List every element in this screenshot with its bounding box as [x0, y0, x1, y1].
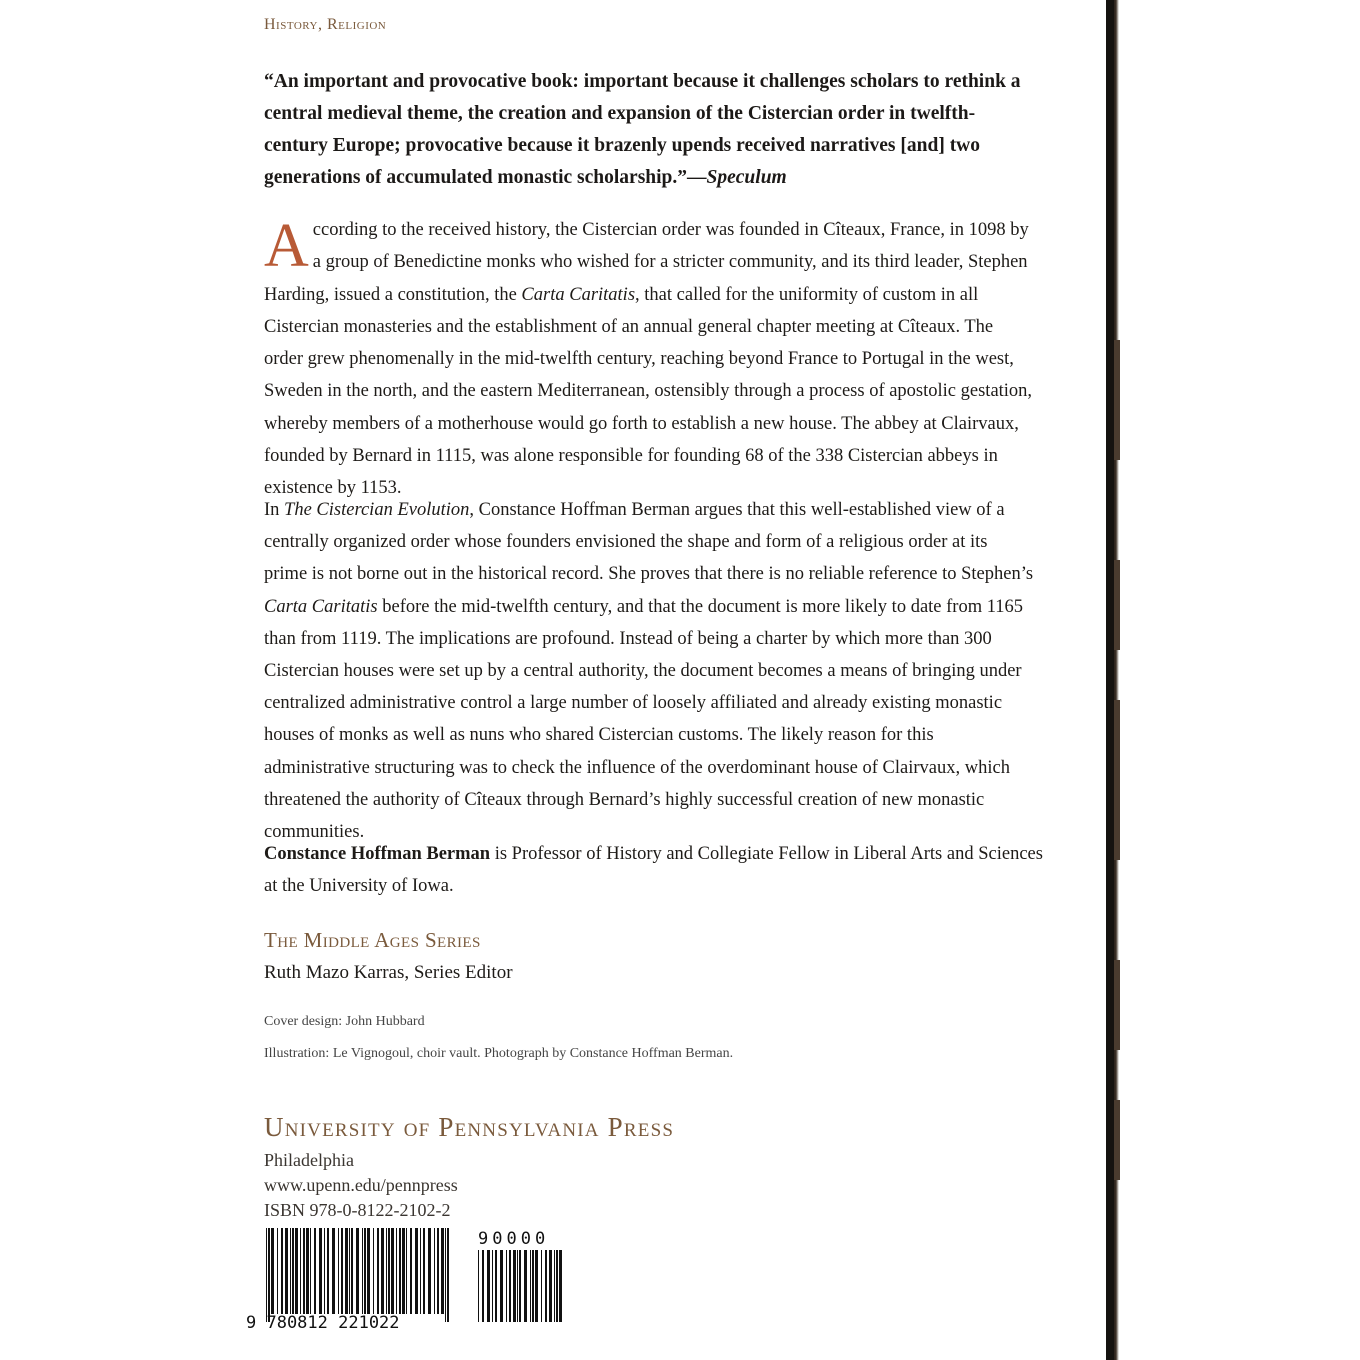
- barcode-bar: [559, 1250, 562, 1322]
- barcode-bar: [513, 1250, 516, 1322]
- para2-italic-title: The Cistercian Evolution: [284, 500, 470, 520]
- barcode-bar: [530, 1250, 531, 1322]
- barcode-bar: [356, 1228, 359, 1314]
- barcode-bar: [300, 1228, 301, 1314]
- series-editor: Ruth Mazo Karras, Series Editor: [264, 962, 513, 983]
- barcode-bar: [386, 1228, 387, 1314]
- barcode-bar: [362, 1228, 363, 1314]
- barcode-bar: [495, 1250, 497, 1322]
- quote-source: Speculum: [706, 167, 787, 188]
- para1-text-a: ccording to the received history, the Cistercian order was founded in Cîteaux, France, in 1098 by a group of Benedictine monks who wished for a stricter community, and its third leader, Stephen Harding, issued a constitution, the: [264, 220, 1029, 305]
- barcode-bar: [310, 1228, 311, 1314]
- para2-text-c: before the mid-twelfth century, and that the document is more likely to date from 1165 than from 1119. The implications are profound. Instead of being a charter by which more than 300 Cistercian houses were set up by a central authority, the document becomes a means of bringing under centralized administrative control a large number of loosely affiliated and already existing monastic houses of monks as well as nuns who shared Cistercian customs. The likely reason for this administrative structuring was to check the influence of the overdominant house of Clairvaux, which threatened the authority of Cîteaux through Bernard’s highly successful creation of new monastic communities.: [264, 596, 1024, 843]
- barcode-bar: [349, 1228, 350, 1314]
- barcode-bar: [295, 1228, 298, 1314]
- para2-italic-carta: Carta Caritatis: [264, 596, 378, 617]
- spine-edge: [1106, 0, 1114, 1360]
- barcode-bar: [445, 1228, 446, 1322]
- review-quote: [264, 66, 1024, 194]
- barcode-bar: [500, 1250, 503, 1322]
- barcode-bar: [292, 1228, 294, 1314]
- barcode-bar: [441, 1228, 444, 1314]
- barcode-bar: [367, 1228, 370, 1314]
- barcode-bar: [266, 1228, 267, 1322]
- barcode-bar: [290, 1228, 291, 1314]
- barcode-bar: [509, 1250, 511, 1322]
- barcode-bar: [319, 1228, 322, 1314]
- barcode-bar: [410, 1228, 412, 1314]
- barcode-bar: [535, 1250, 538, 1322]
- barcode-bar: [545, 1250, 547, 1322]
- barcode-bar: [415, 1228, 418, 1314]
- category-label: History, Religion: [264, 16, 387, 33]
- barcode-bar: [324, 1228, 325, 1314]
- barcode-bar: [556, 1250, 558, 1322]
- barcode-bar: [268, 1228, 270, 1322]
- barcode-bar: [402, 1228, 405, 1314]
- barcode-bar: [478, 1250, 479, 1322]
- para2-text-b: , Constance Hoffman Berman argues that this well-established view of a centrally organized order whose founders envisioned the shape and form of a religious order at its prime is not borne out in the historical record. She proves that there is no reliable reference to Stephen’s: [264, 500, 1034, 585]
- barcode-bar: [306, 1228, 309, 1314]
- barcode-bar: [517, 1250, 518, 1322]
- barcode-bar: [281, 1228, 283, 1314]
- barcode-bar: [381, 1228, 384, 1314]
- barcode-bar: [541, 1250, 542, 1322]
- barcode-bar: [338, 1228, 339, 1314]
- cover-photo-edge: [1114, 0, 1360, 1360]
- barcode-bar: [388, 1228, 390, 1314]
- illustration-credit: Illustration: Le Vignogoul, choir vault. Photograph by Constance Hoffman Berman.: [264, 1046, 734, 1061]
- barcode-bar: [437, 1228, 439, 1314]
- para1-italic: Carta Caritatis: [521, 284, 636, 305]
- barcode-bar: [399, 1228, 401, 1314]
- para2-text-a: In: [264, 500, 285, 520]
- barcode-bar: [373, 1228, 374, 1314]
- barcode-bar: [506, 1250, 507, 1322]
- barcode-bar: [549, 1250, 552, 1322]
- barcode-bar: [332, 1228, 335, 1314]
- barcode-main-bars: [266, 1228, 449, 1322]
- isbn-barcode: [246, 1228, 568, 1333]
- author-name: Constance Hoffman Berman: [264, 844, 491, 864]
- barcode-bar: [351, 1228, 353, 1314]
- barcode-bar: [420, 1228, 421, 1314]
- author-bio: [264, 838, 1044, 902]
- barcode-bar: [303, 1228, 305, 1314]
- barcode-bar: [554, 1250, 555, 1322]
- publisher-name: University of Pennsylvania Press: [264, 1112, 675, 1142]
- publisher-url: www.upenn.edu/pennpress: [264, 1175, 458, 1195]
- publisher-city: Philadelphia: [264, 1150, 354, 1170]
- barcode-bar: [377, 1228, 379, 1314]
- cover-credit: Cover design: John Hubbard: [264, 1014, 425, 1029]
- barcode-bar: [364, 1228, 366, 1314]
- barcode-bar: [345, 1228, 348, 1314]
- barcode-bar: [391, 1228, 394, 1314]
- barcode-bar: [428, 1228, 431, 1314]
- barcode-bar: [285, 1228, 288, 1314]
- barcode-bar: [423, 1228, 425, 1314]
- barcode-addon-bars: [478, 1250, 562, 1322]
- barcode-bar: [277, 1228, 278, 1314]
- barcode-bar: [434, 1228, 435, 1314]
- barcode-bar: [524, 1250, 527, 1322]
- barcode-bar: [447, 1228, 449, 1322]
- barcode-bar: [314, 1228, 316, 1314]
- series-title: The Middle Ages Series: [264, 928, 481, 952]
- barcode-bar: [492, 1250, 493, 1322]
- barcode-bar: [519, 1250, 521, 1322]
- barcode-bar: [396, 1228, 397, 1314]
- barcode-bar: [271, 1228, 274, 1314]
- barcode-bar: [487, 1250, 490, 1322]
- barcode-bar: [532, 1250, 534, 1322]
- barcode-bar: [406, 1228, 407, 1314]
- isbn: ISBN 978-0-8122-2102-2: [264, 1200, 451, 1220]
- description-paragraph-1: [264, 214, 1034, 505]
- barcode-bar: [341, 1228, 343, 1314]
- quote-text: “An important and provocative book: important because it challenges scholars to rethink a central medieval theme, the creation and expansion of the Cistercian order in twelfth-century Europe; provocative because it brazenly upends received narratives [and] two generations of accumulated monastic scholarship.”—: [264, 71, 1021, 188]
- barcode-bar: [327, 1228, 329, 1314]
- description-paragraph-2: [264, 494, 1034, 848]
- barcode-digits: 9 780812 221022: [246, 1313, 400, 1333]
- author-bio-text: is Professor of History and Collegiate Fellow in Liberal Arts and Sciences at the University of Iowa.: [264, 844, 1043, 896]
- para1-text-b: , that called for the uniformity of custom in all Cistercian monasteries and the establishment of an annual general chapter meeting at Cîteaux. The order grew phenomenally in the mid-twelfth century, reaching beyond France to Portugal in the west, Sweden in the north, and the eastern Mediterranean, ostensibly through a process of apostolic gestation, whereby members of a motherhouse would go forth to establish a new house. The abbey at Clairvaux, founded by Bernard in 1115, was alone responsible for founding 68 of the 338 Cistercian abbeys in existence by 1153.: [264, 284, 1033, 499]
- drop-cap: A: [264, 212, 309, 280]
- barcode-addon-digits: 90000: [478, 1229, 550, 1249]
- barcode-bar: [482, 1250, 484, 1322]
